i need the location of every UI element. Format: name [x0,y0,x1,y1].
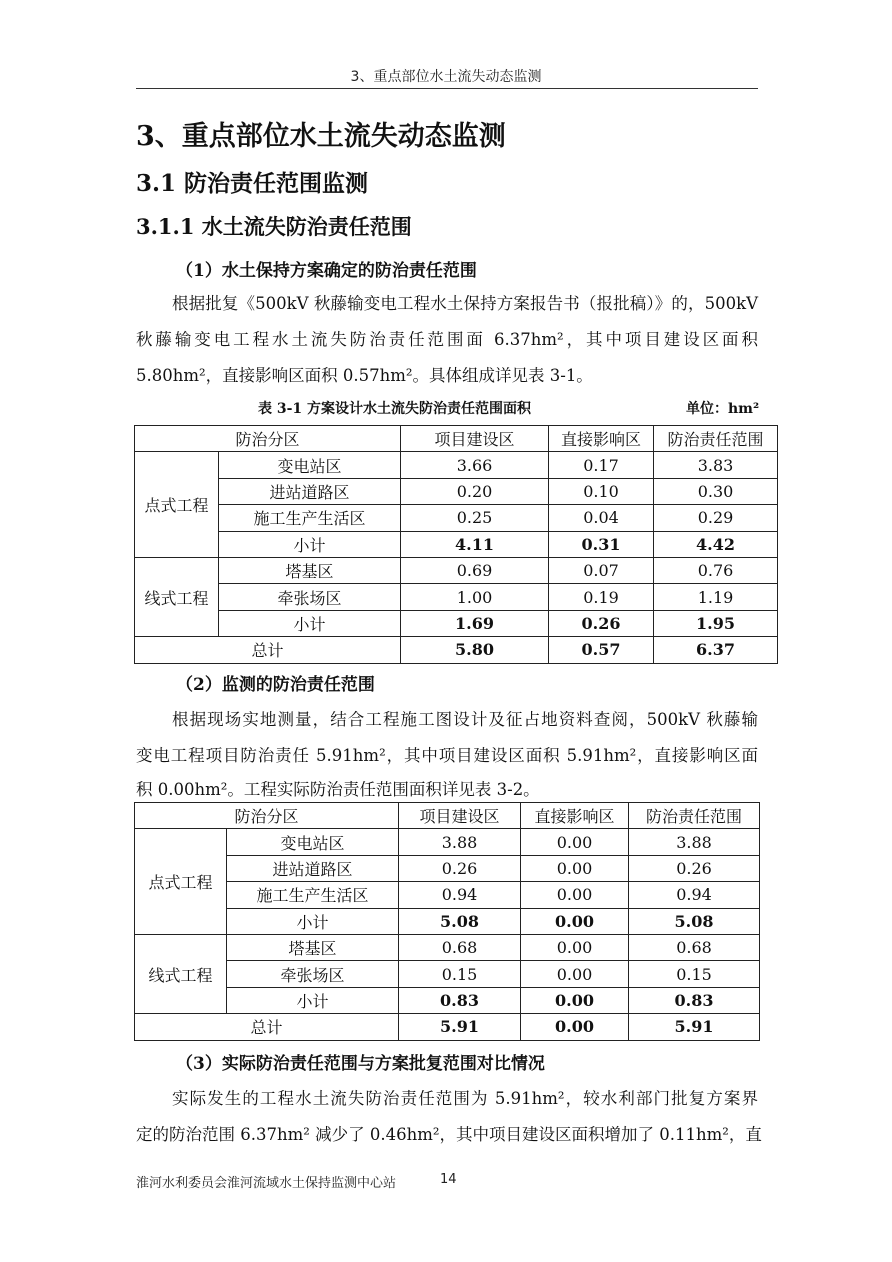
area-name: 施工生产生活区 [219,505,401,531]
table-unit: 单位：hm² [686,401,760,417]
table-cell: 1.95 [654,610,778,636]
table-cell: 3.66 [401,452,549,478]
chapter-title: 3、重点部位水土流失动态监测 [136,121,506,152]
table-cell: 3.88 [629,829,760,855]
body-line: 根据批复《500kV 秋藤输变电工程水土保持方案报告书（报批稿）》的，500kV [172,294,758,313]
body-line: 秋藤输变电工程水土流失防治责任范围面 6.37hm²，其中项目建设区面积 [136,330,758,349]
area-name: 塔基区 [219,557,401,583]
table-row [135,610,778,636]
area-name: 施工生产生活区 [227,882,399,908]
table-cell: 5.08 [399,908,521,934]
table-cell: 3.88 [399,829,521,855]
column-header: 直接影响区 [521,803,629,829]
table-row [135,531,778,557]
area-name: 牵张场区 [219,584,401,610]
group-label: 点式工程 [135,452,219,558]
para-heading-3: （3）实际防治责任范围与方案批复范围对比情况 [176,1054,545,1074]
body-line: 变电工程项目防治责任 5.91hm²，其中项目建设区面积 5.91hm²，直接影响区面 [136,746,758,765]
table-cell: 4.11 [401,531,549,557]
area-name: 小计 [219,531,401,557]
table-cell: 6.37 [654,637,778,663]
table-cell: 1.69 [401,610,549,636]
subsection-title: 3.1.1 水土流失防治责任范围 [136,214,412,239]
body-line: 5.80hm²，直接影响区面积 0.57hm²。具体组成详见表 3-1。 [136,366,593,385]
table-cell: 0.26 [399,855,521,881]
table-cell: 0.20 [401,478,549,504]
table-row [135,961,760,987]
area-name: 进站道路区 [219,478,401,504]
total-label: 总计 [135,637,401,663]
table-cell: 0.68 [629,934,760,960]
table-cell: 0.68 [399,934,521,960]
para-heading-1: （1）水土保持方案确定的防治责任范围 [176,261,477,281]
table-cell: 1.19 [654,584,778,610]
table-cell: 0.17 [549,452,654,478]
table-row [135,584,778,610]
area-name: 小计 [227,987,399,1013]
table-row [135,987,760,1013]
table-cell: 0.07 [549,557,654,583]
total-label: 总计 [135,1014,399,1040]
body-line: 根据现场实地测量，结合工程施工图设计及征占地资料查阅，500kV 秋藤输 [172,710,758,729]
page-number: 14 [440,1172,457,1187]
table-cell: 0.00 [521,829,629,855]
table-header-row [135,426,778,452]
area-name: 牵张场区 [227,961,399,987]
group-label: 线式工程 [135,934,227,1013]
table-cell: 0.00 [521,908,629,934]
table-cell: 0.00 [521,961,629,987]
table-cell: 0.76 [654,557,778,583]
table-row [135,934,760,960]
total-row [135,637,778,663]
table-cell: 0.30 [654,478,778,504]
table-cell: 0.15 [399,961,521,987]
table-cell: 0.26 [549,610,654,636]
running-header: 3、重点部位水土流失动态监测 [350,69,542,85]
total-row [135,1014,760,1040]
table-cell: 5.91 [629,1014,760,1040]
table-cell: 0.10 [549,478,654,504]
table-cell: 0.29 [654,505,778,531]
table-cell: 0.83 [399,987,521,1013]
table-cell: 0.00 [521,1014,629,1040]
area-name: 进站道路区 [227,855,399,881]
table-cell: 0.25 [401,505,549,531]
table-cell: 4.42 [654,531,778,557]
column-header: 防治分区 [135,803,399,829]
table-cell: 0.00 [521,855,629,881]
area-name: 小计 [219,610,401,636]
table-cell: 0.00 [521,882,629,908]
group-label: 点式工程 [135,829,227,935]
table-header-row [135,803,760,829]
column-header: 防治责任范围 [654,426,778,452]
table-cell: 0.31 [549,531,654,557]
table-row [135,557,778,583]
table-row [135,505,778,531]
column-header: 直接影响区 [549,426,654,452]
table-3-2 [134,802,760,1041]
footer-org: 淮河水利委员会淮河流域水土保持监测中心站 [136,1176,397,1191]
table-cell: 5.08 [629,908,760,934]
body-line: 积 0.00hm²。工程实际防治责任范围面积详见表 3-2。 [136,780,540,799]
table-cell: 0.69 [401,557,549,583]
header-rule [136,88,758,89]
area-name: 小计 [227,908,399,934]
table-row [135,829,760,855]
table-row [135,908,760,934]
area-name: 变电站区 [227,829,399,855]
table-cell: 0.83 [629,987,760,1013]
table-cell: 0.94 [399,882,521,908]
table-cell: 0.00 [521,934,629,960]
table-cell: 0.00 [521,987,629,1013]
table-row [135,478,778,504]
table-3-1 [134,425,778,664]
body-line: 定的防治范围 6.37hm² 减少了 0.46hm²，其中项目建设区面积增加了 0.11hm²，直 [136,1125,762,1144]
column-header: 防治责任范围 [629,803,760,829]
table-cell: 0.94 [629,882,760,908]
table-row [135,882,760,908]
table-cell: 5.91 [399,1014,521,1040]
table-cell: 1.00 [401,584,549,610]
column-header: 防治分区 [135,426,401,452]
column-header: 项目建设区 [401,426,549,452]
table-cell: 0.04 [549,505,654,531]
table-cell: 0.19 [549,584,654,610]
area-name: 塔基区 [227,934,399,960]
table-caption: 表 3-1 方案设计水土流失防治责任范围面积 [258,401,532,417]
body-line: 实际发生的工程水土流失防治责任范围为 5.91hm²，较水利部门批复方案界 [172,1089,758,1108]
table-row [135,855,760,881]
table-row [135,452,778,478]
table-cell: 0.57 [549,637,654,663]
table-cell: 5.80 [401,637,549,663]
section-title: 3.1 防治责任范围监测 [136,170,369,197]
table-cell: 0.26 [629,855,760,881]
group-label: 线式工程 [135,557,219,636]
column-header: 项目建设区 [399,803,521,829]
para-heading-2: （2）监测的防治责任范围 [176,675,375,695]
table-cell: 0.15 [629,961,760,987]
area-name: 变电站区 [219,452,401,478]
table-cell: 3.83 [654,452,778,478]
